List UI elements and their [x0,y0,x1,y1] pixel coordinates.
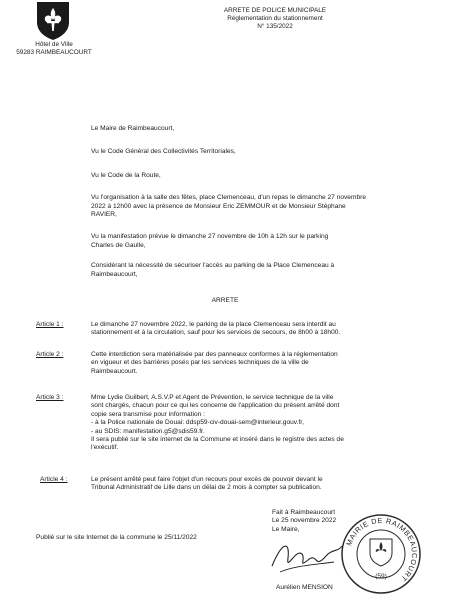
article-3-body: Mme Lydie Guilbert, A.S.V.P et Agent de Prévention, le service technique de la ville sont chargés, chacun pour ce qui les concerne de l'application du présent arrêté dont copie sera transmise pour information : - à la Police nationale de Douai: ddsp59-civ-douai-sem@interieur.gouv.fr, - au SDIS: manifestation.g5@sdis59.fr. Il sera publié sur le site internet de la Commune et inséré dans le registre des actes de l'exécutif. [91,394,344,452]
article-3-label: Article 3 : [36,394,64,401]
signature-title: Le Maire, [272,525,300,533]
arrete-title: ARRETE [211,297,239,304]
seal-ring-text: MAIRIE DE RAIMBEAUCOURT [344,515,420,584]
article-1-label: Article 1 : [36,321,64,328]
mayor-name: Aurélien MENSION [276,584,333,591]
mayor-line: Le Maire de Raimbeaucourt, [91,125,175,132]
article-1-body: Le dimanche 27 novembre 2022, le parking de la place Clemenceau sera interdit au stationnement et à la circulation, sauf pour les services de secours, de 8h00 à 18h00. [91,321,341,337]
code-route: Vu le Code de la Route, [91,171,161,179]
decree-type: ARRETE DE POLICE MUNICIPALE [223,7,327,14]
town-hall-seal [340,513,422,595]
considering-paragraph: Considérant la nécessité de sécuriser l'accès au parking de la Place Clemenceau à Raimbeaucourt, [91,262,335,278]
article-2-label: Article 2 : [36,351,64,358]
handwritten-signature [268,536,348,582]
coat-of-arms-logo [35,2,71,40]
decree-number: N° 135/2022 [257,23,293,31]
signature-place: Fait à Raimbeaucourt [272,509,336,516]
seal-number: (59) [375,573,387,580]
town-address: 59283 RAIMBEAUCOURT [16,49,92,57]
article-4-label: Article 4 : [40,476,68,483]
preamble [91,125,421,279]
vu-demonstration-paragraph: Vu la manifestation prévue le dimanche 27 novembre de 10h à 12h sur le parking Charles de Gaulle, [91,233,329,249]
vu-event-paragraph: Vu l'organisation à la salle des fêtes, place Clemenceau, d'un repas le dimanche 27 novembre 2022 à 12h00 avec la présence de Monsieur Eric ZEMMOUR et de Monsieur Stéphane RAVIER, [91,194,366,219]
town-hall-label: Hôtel de Ville [35,41,73,48]
code-collectivites: Vu le Code Général des Collectivités Territoriales, [91,148,236,156]
decree-subject: Réglementation du stationnement [227,15,323,23]
signature-date: Le 25 novembre 2022 [272,517,337,525]
publication-notice: Publié sur le site Internet de la commune le 25/11/2022 [36,534,197,541]
article-4-body: Le présent arrêté peut faire l'objet d'un recours pour excès de pouvoir devant le Tribunal Administratif de Lille dans un délai de 2 mois à compter sa publication. [91,476,323,492]
article-2-body: Cette interdiction sera matérialisée par des panneaux conformes à la réglementation en vigueur et des barrières posés par les services techniques de la ville de Raimbeaucourt. [91,351,338,375]
